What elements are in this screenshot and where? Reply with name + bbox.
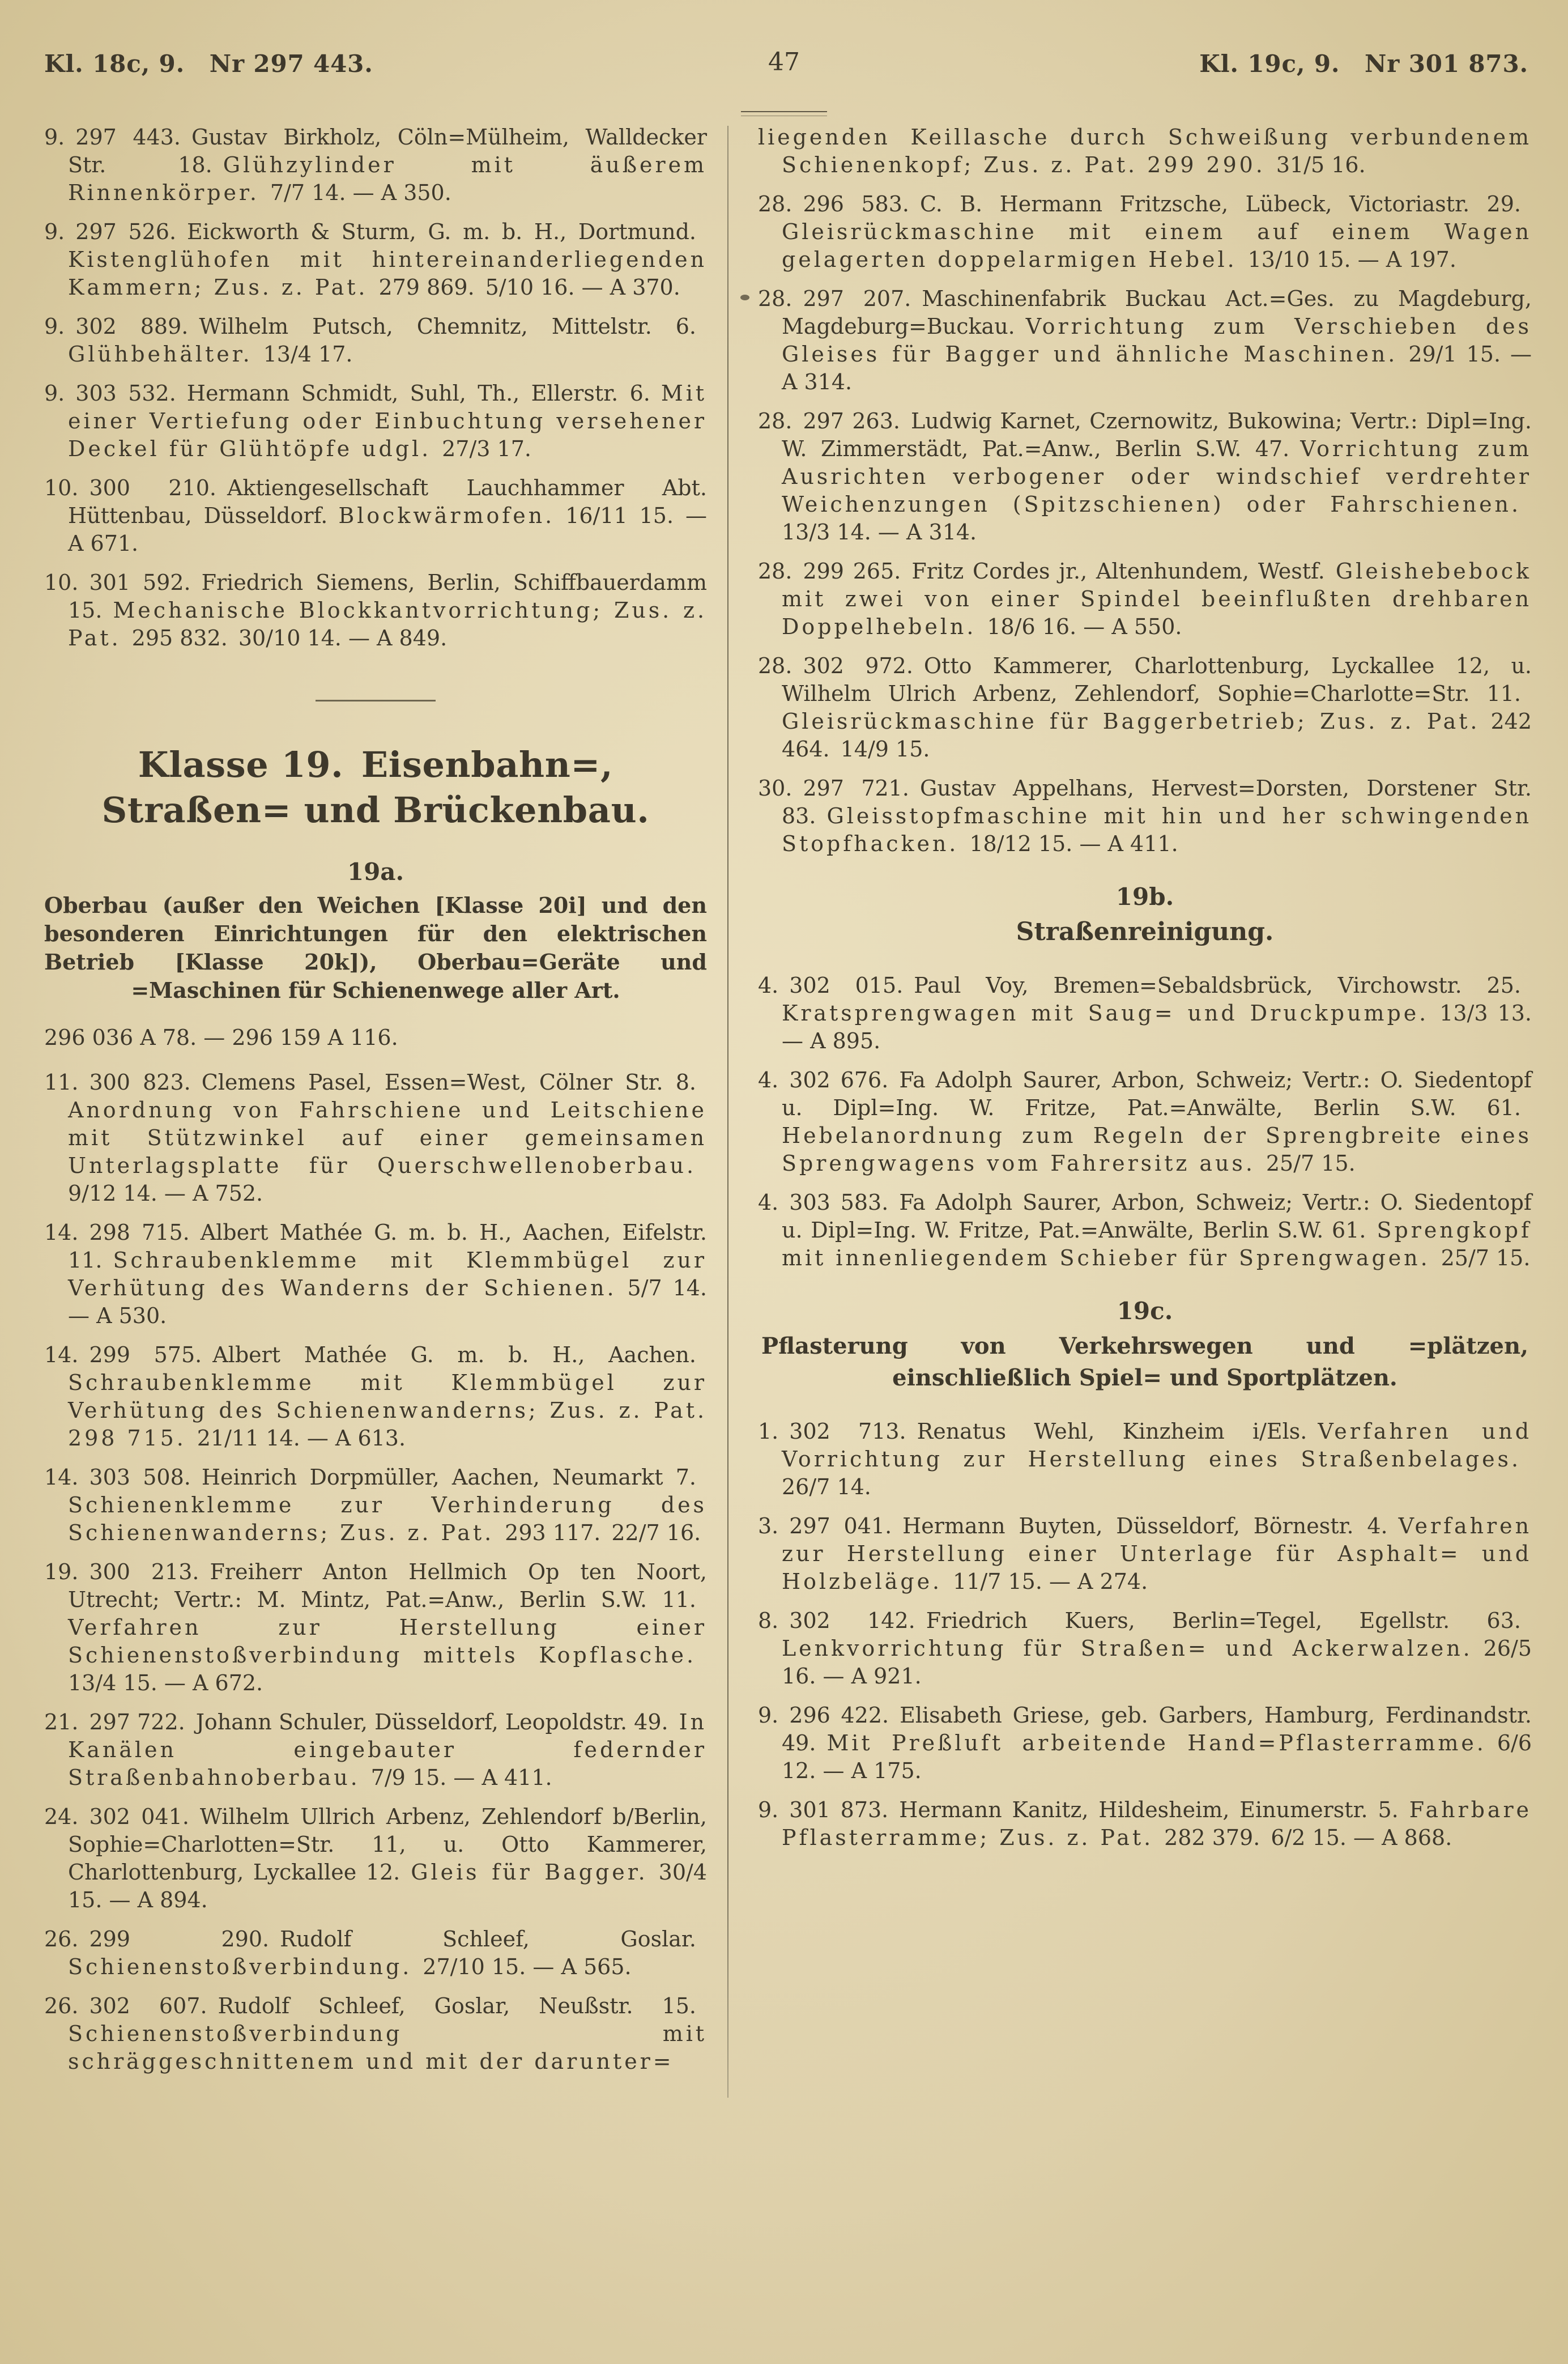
patent-entry — [758, 652, 1532, 763]
entry-text: 303 532. Hermann Schmidt, Suhl, Th., Ellerstr. 6. — [75, 381, 661, 406]
entry-class-number: 10. — [44, 570, 90, 595]
entry-text: 26/5 16. — A 921. — [782, 1636, 1532, 1689]
patent-entry — [44, 380, 707, 463]
entry-text: 16/11 15. — A 671. — [68, 503, 707, 556]
entry-text: 297 041. Hermann Buyten, Düsseldorf, Börnestr. 4. — [789, 1513, 1399, 1538]
class19a-entry-list — [44, 1069, 707, 2076]
patent-entry — [758, 1607, 1532, 1690]
entry-invention-title: Gleisrückmaschine mit einem auf einem Wagen gelagerten doppelarmigen Hebel. — [782, 219, 1532, 272]
klasse19-section-title: Klasse 19. Eisenbahn=, Straßen= und Brückenbau. — [101, 744, 650, 831]
ink-spot — [740, 295, 749, 300]
entry-text: 9/12 14. — A 752. — [68, 1153, 707, 1206]
column-divider-rule — [727, 126, 728, 2098]
patent-entry — [44, 218, 707, 301]
entry-class-number: 9. — [758, 1703, 790, 1728]
entry-text: 295 832. 30/10 14. — A 849. — [121, 626, 448, 650]
entry-invention-title: Vorrichtung zum Verschieben des Gleises für Bagger und ähnliche Maschinen. — [782, 314, 1532, 367]
patent-entry — [44, 124, 707, 207]
entry-class-number: 9. — [758, 1797, 790, 1822]
entry-text: 7/9 15. — A 411. — [360, 1765, 552, 1790]
patent-entry — [44, 474, 707, 558]
entry-text: 6/6 12. — A 175. — [782, 1731, 1532, 1783]
entry-invention-title: Schienenstoßverbindung mit schräggeschnittenem und mit der darunter= — [68, 2021, 707, 2074]
patent-entry — [44, 1219, 707, 1330]
entry-text: 298 715. Albert Mathée G. m. b. H., Aachen, Eifelstr. 11. — [68, 1220, 707, 1273]
patent-entry — [758, 124, 1532, 179]
entry-text: 26/7 14. — [782, 1447, 1532, 1499]
entry-class-number: 11. — [44, 1070, 90, 1095]
class19c-entry-list — [758, 1418, 1532, 1852]
entry-class-number: 30. — [758, 776, 803, 801]
entry-class-number: 9. — [44, 381, 76, 406]
entry-text: 30/4 15. — A 894. — [68, 1860, 707, 1912]
patent-entry — [758, 1189, 1532, 1272]
patent-entry — [758, 972, 1532, 1055]
entry-invention-title: Schraubenklemme mit Klemmbügel zur Verhütung des Wanderns der Schienen. — [68, 1248, 707, 1300]
entry-class-number: 28. — [758, 409, 803, 433]
entry-text: 300 210. Aktiengesellschaft Lauchhammer Abt. Hüttenbau, Düsseldorf. — [68, 475, 707, 528]
entry-text: 299 265. Fritz Cordes jr., Altenhundem, Westf. — [803, 559, 1336, 584]
patent-entry — [758, 1702, 1532, 1785]
class18-entry-list — [44, 124, 707, 652]
entry-class-number: 28. — [758, 653, 803, 678]
patent-entry — [758, 1418, 1532, 1501]
entry-class-number: 14. — [44, 1342, 90, 1367]
subsection-19c-label: 19c. — [1117, 1297, 1173, 1325]
entry-class-number: 9. — [44, 314, 76, 339]
patent-entry — [44, 1464, 707, 1547]
entry-text: 13/3 13. — A 895. — [782, 1001, 1532, 1053]
entry-class-number: 21. — [44, 1710, 90, 1734]
entry-text: 293 117. 22/7 16. — [494, 1520, 701, 1545]
entry-text: 303 508. Heinrich Dorpmüller, Aachen, Neumarkt 7. — [89, 1465, 707, 1490]
subsection-19a-label: 19a. — [347, 858, 404, 886]
entry-text: 11/7 15. — A 274. — [942, 1569, 1148, 1594]
patent-entry — [758, 558, 1532, 641]
entry-text: 5/7 14. — A 530. — [68, 1275, 707, 1328]
header-left-class-reference: Kl. 18c, 9. Nr 297 443. — [44, 50, 373, 78]
entry-text: 21/11 14. — A 613. — [186, 1426, 406, 1451]
entry-invention-title: Schraubenklemme mit Klemmbügel zur Verhütung des Schienenwanderns; Zus. z. Pat. 298 715. — [68, 1370, 707, 1451]
entry-invention-title: Schienenklemme zur Verhinderung des Schienenwanderns; Zus. z. Pat. — [68, 1493, 707, 1545]
entry-text: 297 526. Eickworth & Sturm, G. m. b. H., Dortmund. — [75, 219, 707, 244]
entry-class-number: 14. — [44, 1465, 90, 1490]
entry-invention-title: Mit Preßluft arbeitende Hand=Pflasterramme. — [826, 1731, 1486, 1755]
entry-invention-title: Kistenglühofen mit hintereinanderliegenden Kammern; Zus. z. Pat. — [68, 247, 707, 300]
entry-text: 300 213. Freiherr Anton Hellmich Op ten Noort, Utrecht; Vertr.: M. Mintz, Pat.=Anw., Berlin S.W. 11. — [68, 1559, 707, 1612]
entry-invention-title: Vorrichtung zum Ausrichten verbogener oder windschief verdrehter Weichenzungen (Spitzschienen) oder Fahrschienen. — [782, 436, 1532, 517]
entry-text: 302 889. Wilhelm Putsch, Chemnitz, Mittelstr. 6. — [75, 314, 707, 339]
entry-invention-title: In Kanälen eingebauter federnder Straßenbahnoberbau. — [68, 1710, 707, 1790]
page-number: 47 — [768, 48, 800, 76]
entry-invention-title: Mit einer Vertiefung oder Einbuchtung versehener Deckel für Glühtöpfe udgl. — [68, 381, 707, 461]
subsection-19b-title: Straßenreinigung. — [1016, 917, 1274, 946]
entry-text: 300 823. Clemens Pasel, Essen=West, Cölner Str. 8. — [89, 1070, 707, 1095]
entry-text: 302 015. Paul Voy, Bremen=Sebaldsbrück, Virchowstr. 25. — [789, 973, 1532, 998]
entry-text: 299 575. Albert Mathée G. m. b. H., Aachen. — [89, 1342, 707, 1367]
entry-class-number: 4. — [758, 1068, 790, 1092]
entry-class-number: 26. — [44, 1993, 90, 2018]
patent-entry — [758, 407, 1532, 546]
patent-entry — [44, 313, 707, 368]
entry-invention-title: Hebelanordnung zum Regeln der Sprengbreite eines Sprengwagens vom Fahrersitz aus. — [782, 1123, 1532, 1176]
entry-invention-title: Gleis für Bagger. — [411, 1860, 648, 1885]
patent-entry — [758, 285, 1532, 396]
entry-class-number: 9. — [44, 219, 76, 244]
patent-entry — [44, 1925, 707, 1981]
entry-text: 297 722. Johann Schuler, Düsseldorf, Leopoldstr. 49. — [89, 1710, 679, 1734]
entry-text: 18/6 16. — A 550. — [976, 614, 1182, 639]
entry-text: 279 869. 5/10 16. — A 370. — [368, 275, 680, 300]
entry-class-number: 28. — [758, 559, 803, 584]
patent-entry — [44, 1558, 707, 1697]
entry-text: 302 713. Renatus Wehl, Kinzheim i/Els. — [789, 1419, 1318, 1444]
patent-entry — [44, 1069, 707, 1207]
entry-text: 7/7 14. — A 350. — [259, 180, 451, 205]
patent-entry — [44, 1708, 707, 1792]
patent-entry — [758, 775, 1532, 858]
entry-class-number: 1. — [758, 1419, 790, 1444]
entry-class-number: 28. — [758, 192, 803, 216]
entry-class-number: 4. — [758, 1190, 790, 1215]
section-divider-rule — [316, 700, 436, 701]
entry-text: 297 263. Ludwig Karnet, Czernowitz, Bukowina; Vertr.: Dipl=Ing. W. Zimmerstädt, Pat.=Anw., Berlin S.W. 47. — [782, 409, 1532, 461]
entry-text: 297 721. Gustav Appelhans, Hervest=Dorsten, Dorstener Str. 83. — [782, 776, 1532, 828]
entry-invention-title: Mechanische Blockkantvorrichtung; Zus. z. Pat. — [68, 598, 707, 650]
entry-text: 301 592. Friedrich Siemens, Berlin, Schiffbauerdamm 15. — [68, 570, 707, 623]
entry-text: 303 583. Fa Adolph Saurer, Arbon, Schweiz; Vertr.: O. Siedentopf u. Dipl=Ing. W. Fritze, Pat.=Anwälte, Berlin S.W. 61. — [782, 1190, 1532, 1243]
entry-text: 302 142. Friedrich Kuers, Berlin=Tegel, Egellstr. 63. — [789, 1608, 1532, 1633]
right-column — [758, 124, 1532, 1863]
entry-class-number: 14. — [44, 1220, 90, 1245]
subsection-19b-label: 19b. — [1115, 883, 1174, 911]
entry-text: 25/7 15. — [1255, 1151, 1356, 1176]
entry-invention-title: Verfahren und Vorrichtung zur Herstellung eines Straßenbelages. — [782, 1419, 1532, 1472]
subsection-19a-description: Oberbau (außer den Weichen [Klasse 20i] und den besonderen Einrichtungen für den elektrischen Betrieb [Klasse 20k]), Oberbau=Geräte und =Maschinen für Schienenwege aller Art. — [44, 892, 707, 1003]
class19b-entry-list — [758, 972, 1532, 1272]
subsection-19c-title: Pflasterung von Verkehrswegen und =plätzen, einschließlich Spiel= und Sportplätzen. — [761, 1333, 1528, 1391]
entry-invention-title: Anordnung von Fahrschiene und Leitschiene mit Stützwinkel auf einer gemeinsamen Unterlagsplatte für Querschwellenoberbau. — [68, 1098, 707, 1178]
entry-invention-title: Verfahren zur Herstellung einer Unterlage für Asphalt= und Holzbeläge. — [782, 1513, 1532, 1594]
entry-text: 297 443. Gustav Birkholz, Cöln=Mülheim, Walldecker Str. 18. — [68, 125, 707, 177]
entry-text: 13/10 15. — A 197. — [1237, 247, 1456, 272]
entry-text: 296 583. C. B. Hermann Fritzsche, Lübeck, Victoriastr. 29. — [803, 192, 1532, 216]
entry-text: 296 422. Elisabeth Griese, geb. Garbers, Hamburg, Ferdinandstr. 49. — [782, 1703, 1532, 1755]
entry-class-number: 8. — [758, 1608, 790, 1633]
entry-class-number: 19. — [44, 1559, 90, 1584]
entry-class-number: 28. — [758, 286, 803, 311]
entry-invention-title: Glühzylinder mit äußerem Rinnenkörper. — [68, 152, 707, 205]
entry-class-number: 9. — [44, 125, 76, 150]
patent-entry — [758, 190, 1532, 274]
entry-class-number: 10. — [44, 475, 90, 500]
patent-entry — [44, 1803, 707, 1914]
entry-text: 282 379. 6/2 15. — A 868. — [1153, 1825, 1452, 1850]
entry-text: 297 207. Maschinenfabrik Buckau Act.=Ges. zu Magdeburg, Magdeburg=Buckau. — [782, 286, 1532, 339]
entry-class-number: 3. — [758, 1513, 790, 1538]
entry-invention-title: Gleishebebock mit zwei von einer Spindel beeinflußten drehbaren Doppelhebeln. — [782, 559, 1532, 639]
patent-entry — [44, 1341, 707, 1452]
entry-text: 13/4 17. — [252, 342, 353, 367]
entry-text: 29/1 15. — A 314. — [782, 342, 1532, 394]
entry-text: 302 676. Fa Adolph Saurer, Arbon, Schweiz; Vertr.: O. Siedentopf u. Dipl=Ing. W. Fritze, Pat.=Anwälte, Berlin S.W. 61. — [782, 1068, 1532, 1120]
entry-text: 25/7 15. — [1430, 1245, 1531, 1270]
class19a-entry-list-continued — [758, 124, 1532, 858]
entry-text: 302 041. Wilhelm Ullrich Arbenz, Zehlendorf b/Berlin, Sophie=Charlotten=Str. 11, u. Otto Kammerer, Charlottenburg, Lyckallee 12. — [68, 1804, 707, 1885]
entry-class-number: 26. — [44, 1927, 90, 1951]
entry-invention-title: Lenkvorrichtung für Straßen= und Ackerwalzen. — [782, 1636, 1473, 1661]
entry-invention-title: Fahrbare Pflasterramme; Zus. z. Pat. — [782, 1797, 1532, 1850]
page-number-rule — [741, 111, 827, 116]
patent-entry — [44, 1992, 707, 2076]
patent-entry — [758, 1512, 1532, 1596]
entry-invention-title: Verfahren zur Herstellung einer Schienenstoßverbindung mittels Kopflasche. — [68, 1615, 707, 1668]
entry-invention-title: liegenden Keillasche durch Schweißung verbundenem Schienenkopf; Zus. z. Pat. 299 290. — [758, 125, 1532, 177]
entry-invention-title: Blockwärmofen. — [338, 503, 555, 528]
entry-invention-title: Gleisstopfmaschine mit hin und her schwingenden Stopfhacken. — [782, 803, 1532, 856]
entry-text: 299 290. Rudolf Schleef, Goslar. — [89, 1927, 707, 1951]
patent-entry — [44, 569, 707, 652]
entry-text: 18/12 15. — A 411. — [958, 831, 1178, 856]
entry-invention-title: Gleisrückmaschine für Baggerbetrieb; Zus. z. Pat. — [782, 709, 1480, 734]
entry-text: 13/4 15. — A 672. — [68, 1643, 707, 1695]
entry-text: 302 972. Otto Kammerer, Charlottenburg, Lyckallee 12, u. Wilhelm Ulrich Arbenz, Zehlendorf, Sophie=Charlotte=Str. 11. — [782, 653, 1532, 706]
patent-entry — [758, 1796, 1532, 1852]
left-column — [44, 124, 707, 2087]
patent-entry — [758, 1066, 1532, 1177]
entry-text: 301 873. Hermann Kanitz, Hildesheim, Einumerstr. 5. — [789, 1797, 1409, 1822]
entry-text: 242 464. 14/9 15. — [782, 709, 1532, 762]
entry-text: 31/5 16. — [1265, 152, 1366, 177]
reference-line: 296 036 A 78. — 296 159 A 116. — [44, 1025, 398, 1050]
entry-class-number: 24. — [44, 1804, 90, 1829]
entry-text: 13/3 14. — A 314. — [782, 492, 1532, 545]
entry-text: 27/10 15. — A 565. — [412, 1954, 632, 1979]
entry-class-number: 4. — [758, 973, 790, 998]
entry-invention-title: Kratsprengwagen mit Saug= und Druckpumpe. — [782, 1001, 1429, 1026]
entry-invention-title: Schienenstoßverbindung. — [68, 1954, 412, 1979]
header-right-class-reference: Kl. 19c, 9. Nr 301 873. — [1199, 50, 1528, 78]
entry-invention-title: Glühbehälter. — [68, 342, 253, 367]
entry-text: 27/3 17. — [431, 436, 531, 461]
entry-text: 302 607. Rudolf Schleef, Goslar, Neußstr. 15. — [89, 1993, 707, 2018]
entry-invention-title: Sprengkopf mit innenliegendem Schieber für Sprengwagen. — [782, 1218, 1532, 1270]
